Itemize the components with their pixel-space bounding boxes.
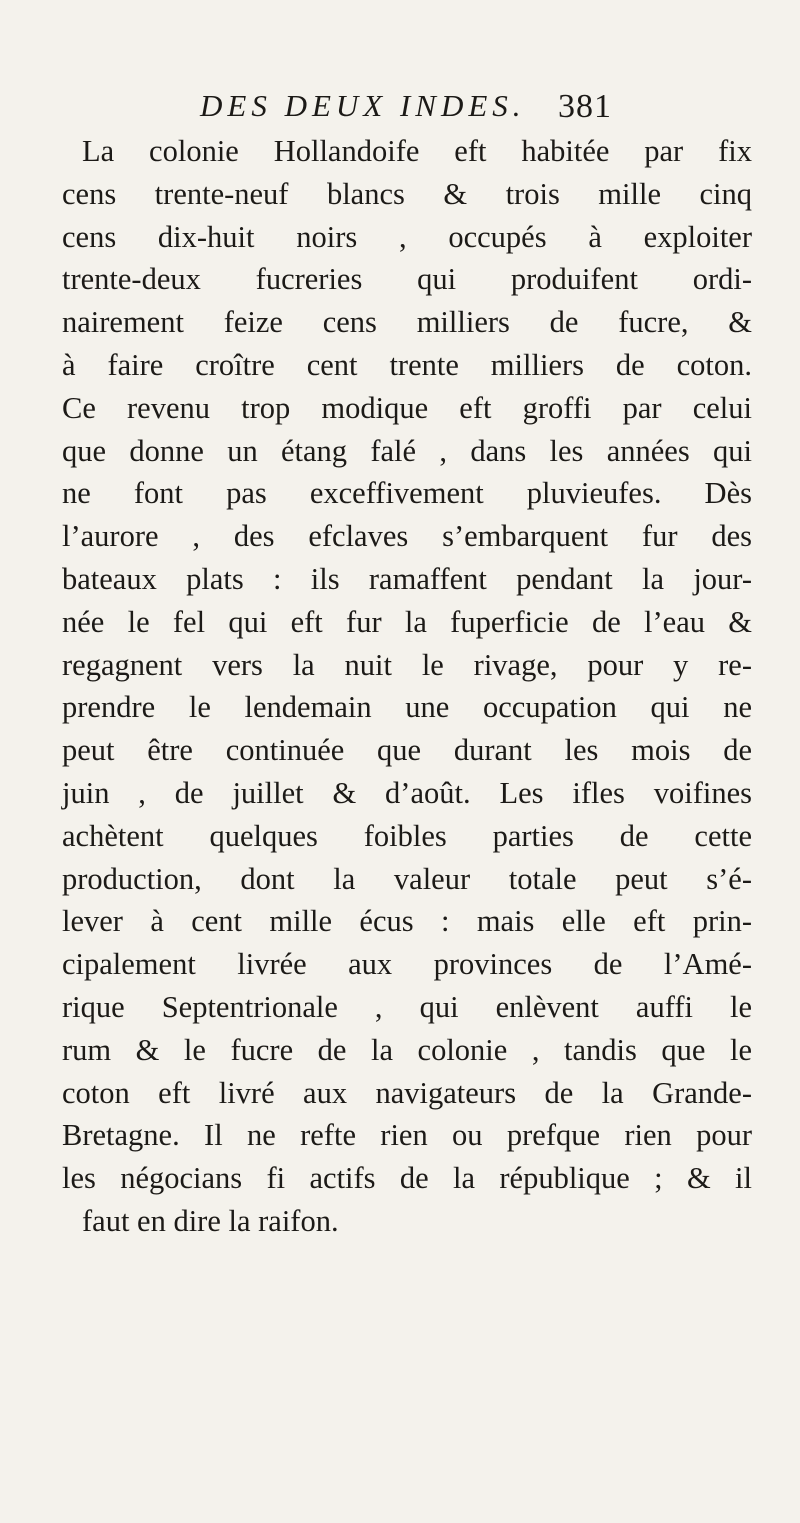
text-line: à faire croître cent trente milliers de coton.	[62, 347, 752, 382]
text-line: cens trente-neuf blancs & trois mille cinq	[62, 176, 752, 211]
text-line: Ce revenu trop modique eft groffi par celui	[62, 390, 752, 425]
page-number: 381	[558, 88, 612, 125]
text-line: regagnent vers la nuit le rivage, pour y re-	[62, 647, 752, 682]
text-line: lever à cent mille écus : mais elle eft prin-	[62, 904, 752, 939]
text-line: que donne un étang falé , dans les années qui	[62, 433, 752, 468]
text-line: nairement feize cens milliers de fucre, &	[62, 305, 752, 340]
text-line: cens dix-huit noirs , occupés à exploiter	[62, 219, 752, 254]
body-text	[62, 130, 752, 1243]
text-line: les négocians fi actifs de la république ; & il	[62, 1161, 752, 1196]
text-line: rique Septentrionale , qui enlèvent auffi le	[62, 989, 752, 1024]
running-head: DES DEUX INDES.	[200, 88, 526, 123]
text-line: née le fel qui eft fur la fuperficie de l’eau &	[62, 604, 752, 639]
text-line: l’aurore , des efclaves s’embarquent fur des	[62, 519, 752, 554]
text-line: cipalement livrée aux provinces de l’Amé-	[62, 947, 752, 982]
text-line: trente-deux fucreries qui produifent ordi-	[62, 262, 752, 297]
text-line: coton eft livré aux navigateurs de la Grande-	[62, 1075, 752, 1110]
text-line: peut être continuée que durant les mois de	[62, 733, 752, 768]
text-line: production, dont la valeur totale peut s’é-	[62, 861, 752, 896]
text-line: juin , de juillet & d’août. Les ifles voifines	[62, 775, 752, 810]
text-line: La colonie Hollandoife eft habitée par fix	[82, 134, 752, 168]
text-line: prendre le lendemain une occupation qui ne	[62, 690, 752, 725]
text-line: achètent quelques foibles parties de cette	[62, 818, 752, 853]
text-line: rum & le fucre de la colonie , tandis que le	[62, 1032, 752, 1067]
text-line: faut en dire la raifon.	[82, 1203, 339, 1238]
text-line: bateaux plats : ils ramaffent pendant la jour-	[62, 561, 752, 596]
page-header	[200, 88, 760, 132]
text-line: Bretagne. Il ne refte rien ou prefque rien pour	[62, 1118, 752, 1153]
text-line: ne font pas exceffivement pluvieufes. Dès	[62, 476, 752, 511]
